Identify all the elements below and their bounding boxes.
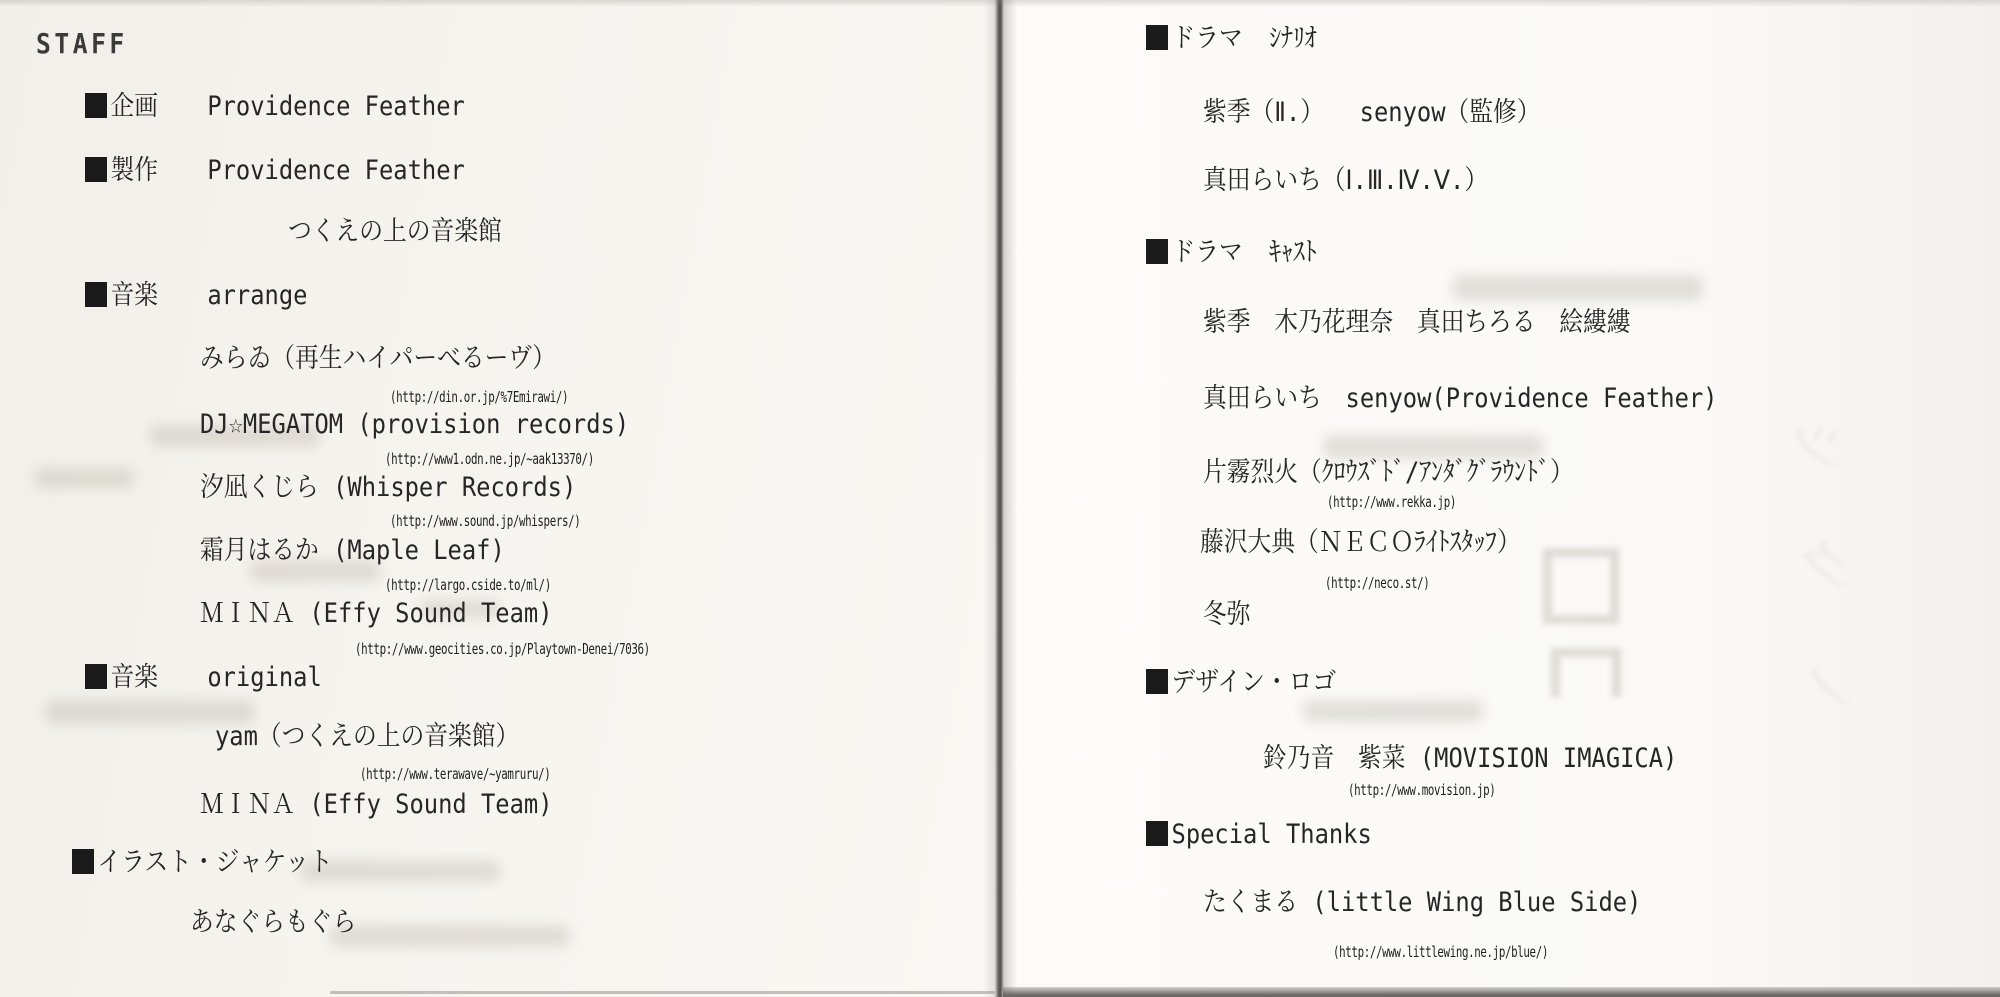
credit-url: (http://www.sound.jp/whispers/) [390,512,581,530]
bleedthrough-glyph: ノ [1794,649,1862,725]
credit-url: (http://www.littlewing.ne.jp/blue/) [1333,943,1548,961]
section-label: Special Thanks [1171,819,1372,850]
credit-url: (http://www1.odn.ne.jp/~aak13370/) [385,450,594,468]
section-bullet-icon [72,849,94,874]
section-label: デザイン・ロゴ [1171,667,1337,698]
section-label: イラスト・ジャケット [97,847,333,878]
page-title: STAFF [36,27,128,60]
section-bullet-icon [1146,669,1168,694]
section-value: arrange [207,280,308,311]
credit-name: 汐凪くじら (Whisper Records) [200,472,577,503]
bleedthrough-box [1543,548,1619,624]
credit-name: 片霧烈火（ｸﾛｳｽﾞﾄﾞ/ｱﾝﾀﾞｸﾞﾗｳﾝﾄﾞ） [1203,457,1574,488]
section-label: 企画 [110,91,159,122]
section-heading-special-thanks [1146,820,1372,850]
credit-name: ＭＩＮＡ (Effy Sound Team) [200,598,553,629]
section-heading-kikaku [85,92,465,122]
bleedthrough-smudge [1323,435,1543,459]
section-value: original [207,662,322,693]
bleedthrough-glyph: ツ [1784,409,1852,485]
credit-name: ＭＩＮＡ (Effy Sound Team) [200,789,553,820]
section-heading-seisaku [85,156,465,186]
section-heading-design-logo [1146,668,1336,698]
section-bullet-icon [1146,25,1168,50]
credit-name: 霜月はるか (Maple Leaf) [200,535,505,566]
section-label: ドラマ [1171,23,1243,54]
credit-url: (http://www.terawave/~yamruru/) [360,765,551,783]
section-label: 音楽 [110,662,159,693]
section-heading-illust-jacket [72,848,333,878]
bleedthrough-box [1551,648,1621,697]
scan-edge-top [0,0,2000,7]
credit-url: (http://www.geocities.co.jp/Playtown-Denei/7036) [355,640,650,658]
bleedthrough-glyph: ク [1791,529,1859,605]
credit-name: あなぐらもぐら [190,907,357,938]
section-value: ｼﾅﾘｵ [1269,23,1317,54]
credit-name: 真田らいち（Ⅰ.Ⅲ.Ⅳ.Ⅴ.） [1203,165,1489,196]
section-value: ｷｬｽﾄ [1269,237,1317,268]
credit-name: みらゐ（再生ハイパーべるーヴ） [200,343,556,374]
credit-name: 藤沢大典（ＮＥＣＯﾗｲﾄｽﾀｯﾌ） [1200,527,1521,558]
section-bullet-icon [1146,239,1168,264]
section-label: 製作 [110,155,159,186]
credit-name: 鈴乃音 紫菜 (MOVISION IMAGICA) [1263,743,1678,774]
section-label: ドラマ [1171,237,1243,268]
credit-url: (http://din.or.jp/%7Emirawi/) [390,388,569,406]
scan-edge-bottom-hairline [330,991,995,994]
bleedthrough-smudge [1453,275,1703,301]
credit-name: 真田らいち senyow(Providence Feather) [1203,383,1718,414]
credit-name: たくまる (little Wing Blue Side) [1203,887,1642,918]
page-fold-gutter [983,0,1017,997]
section-bullet-icon [85,157,107,182]
bleedthrough-smudge [35,468,135,488]
credit-name: yam（つくえの上の音楽館） [215,721,520,752]
section-bullet-icon [85,93,107,118]
section-bullet-icon [85,664,107,689]
section-heading-ongaku-arrange [85,281,307,311]
bleedthrough-smudge [330,925,570,947]
credit-url: (http://www.movision.jp) [1348,781,1496,799]
credit-name: つくえの上の音楽館 [288,216,502,247]
section-bullet-icon [1146,821,1168,846]
section-heading-drama-scenario [1146,24,1317,54]
section-value: Providence Feather [207,155,465,186]
credit-name: DJ☆MEGATOM (provision records) [200,409,630,440]
section-bullet-icon [85,282,107,307]
section-heading-ongaku-original [85,663,322,693]
credit-name: 紫季 木乃花理奈 真田ちろる 絵縷縷 [1203,307,1631,338]
section-label: 音楽 [110,280,159,311]
credit-url: (http://neco.st/) [1325,574,1430,592]
credit-url: (http://www.rekka.jp) [1327,493,1456,511]
bleedthrough-smudge [1303,700,1483,722]
credit-name: 紫季（Ⅱ.） senyow（監修） [1203,97,1541,128]
section-heading-drama-cast [1146,238,1317,268]
credit-name: 冬弥 [1203,599,1251,630]
scan-edge-bottom [1003,987,2000,997]
credit-url: (http://largo.cside.to/ml/) [385,576,551,594]
section-value: Providence Feather [207,91,465,122]
